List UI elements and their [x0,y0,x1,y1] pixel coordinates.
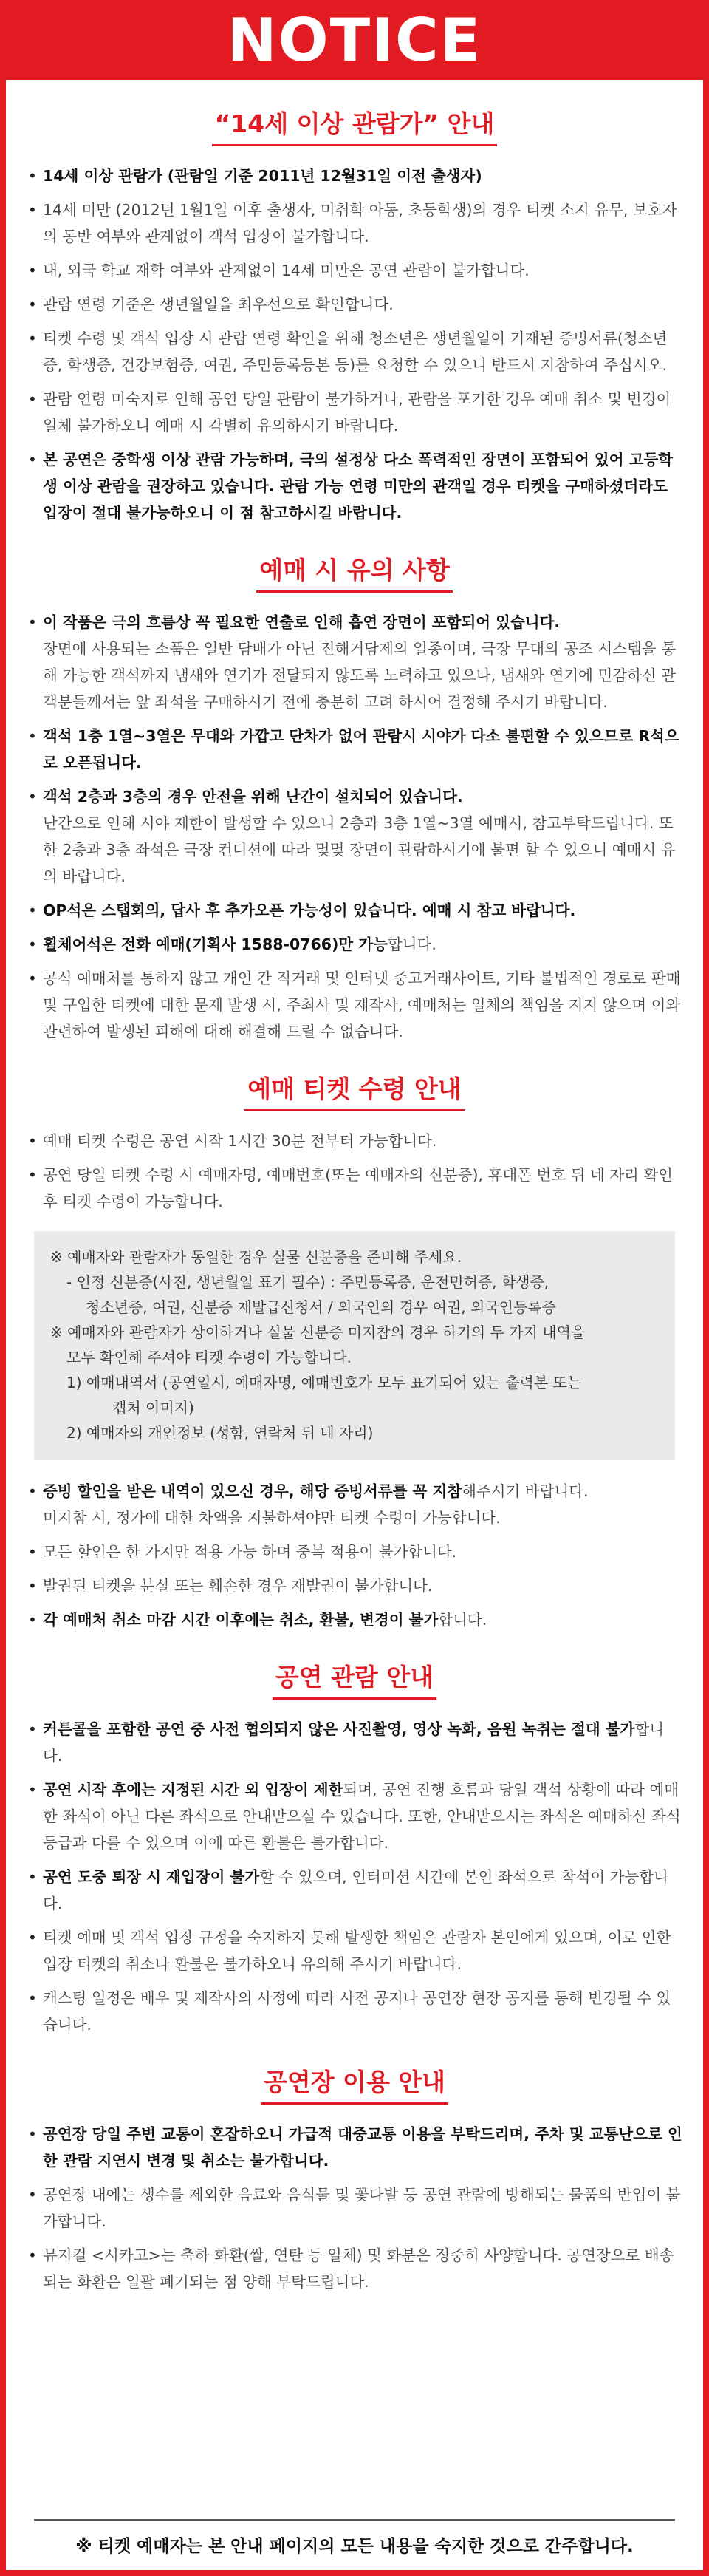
section-title: 예매 티켓 수령 안내 [244,1070,465,1111]
list-item: • 티켓 수령 및 객석 입장 시 관람 연령 확인을 위해 청소년은 생년월일이 기재된 증빙서류(청소년증, 학생증, 건강보험증, 여권, 주민등록등본 등)를 요청할 수 있으니 반드시 지참하여 주십시오. [27,325,682,378]
list-item: • 모든 할인은 한 가지만 적용 가능 하며 중복 적용이 불가합니다. [27,1539,682,1565]
list-item: • 이 작품은 극의 흐름상 꼭 필요한 연출로 인해 흡연 장면이 포함되어 있습니다. 장면에 사용되는 소품은 일반 담배가 아닌 진해거담제의 일종이며, 극장 무대의 공조 시스템을 통해 가능한 객석까지 냄새와 연기가 전달되지 않도록 노력하고 있으나, 냄새와 연기에 민감하신 관객분들께서는 앞 좌석을 구매하시기 전에 충분히 고려 하시어 결정해 주시기 바랍니다. [27,609,682,715]
ticket-pickup-list [27,1128,682,1215]
list-item: • 객석 1층 1열~3열은 무대와 가깝고 단차가 없어 관람시 시야가 다소 불편할 수 있으므로 R석으로 오픈됩니다. [27,723,682,776]
section-ticket-pickup [27,1070,682,1633]
venue-guide-list [27,2121,682,2295]
list-item: • 관람 연령 기준은 생년월일을 최우선으로 확인합니다. [27,291,682,318]
list-item: • 14세 이상 관람가 (관람일 기준 2011년 12월31일 이전 출생자) [27,163,682,189]
acknowledgement-footer: ※ 티켓 예매자는 본 안내 페이지의 모든 내용을 숙지한 것으로 간주합니다. [34,2519,675,2557]
age-rating-list [27,163,682,526]
ticket-discount-list [27,1478,682,1633]
list-item: • OP석은 스탭회의, 답사 후 추가오픈 가능성이 있습니다. 예매 시 참고 바랍니다. [27,897,682,924]
booking-notes-list [27,609,682,1045]
section-title: 공연 관람 안내 [273,1658,436,1700]
section-venue-guide [27,2063,682,2295]
section-title: 예매 시 유의 사항 [256,551,453,593]
section-title: 공연장 이용 안내 [261,2063,448,2105]
list-item: • 증빙 할인을 받은 내역이 있으신 경우, 해당 증빙서류를 꼭 지참해주시기 바랍니다. 미지참 시, 정가에 대한 차액을 지불하셔야만 티켓 수령이 가능합니다. [27,1478,682,1531]
list-item: • 휠체어석은 전화 예매(기획사 1588-0766)만 가능합니다. [27,931,682,958]
list-item: • 뮤지컬 <시카고>는 축하 화환(쌀, 연탄 등 일체) 및 화분은 정중히 사양합니다. 공연장으로 배송되는 화환은 일괄 폐기되는 점 양해 부탁드립니다. [27,2242,682,2295]
list-item: • 관람 연령 미숙지로 인해 공연 당일 관람이 불가하거나, 관람을 포기한 경우 예매 취소 및 변경이 일체 불가하오니 예매 시 각별히 유의하시기 바랍니다. [27,386,682,439]
list-item: • 공연장 내에는 생수를 제외한 음료와 음식물 및 꽃다발 등 공연 관람에 방해되는 물품의 반입이 불가합니다. [27,2181,682,2235]
section-title: “14세 이상 관람가” 안내 [212,105,498,146]
list-item: • 객석 2층과 3층의 경우 안전을 위해 난간이 설치되어 있습니다. 난간으로 인해 시야 제한이 발생할 수 있으니 2층과 3층 1열~3열 예매시, 참고부탁드립니다. 또한 2층과 3층 좌석은 극장 컨디션에 따라 몇몇 장면이 관람하시기에 불편 할 수 있으니 예매시 유의 바랍니다. [27,783,682,890]
list-item: • 발권된 티켓을 분실 또는 훼손한 경우 재발권이 불가합니다. [27,1572,682,1599]
list-item: • 공식 예매처를 통하지 않고 개인 간 직거래 및 인터넷 중고거래사이트, 기타 불법적인 경로로 판매 및 구입한 티켓에 대한 문제 발생 시, 주최사 및 제작사, 예매처는 일체의 책임을 지지 않으며 이와 관련하여 발생된 피해에 대해 해결해 드릴 수 없습니다. [27,965,682,1045]
list-item: • 커튼콜을 포함한 공연 중 사전 협의되지 않은 사진촬영, 영상 녹화, 음원 녹취는 절대 불가합니다. [27,1716,682,1769]
list-item: • 내, 외국 학교 재학 여부와 관계없이 14세 미만은 공연 관람이 불가합니다. [27,257,682,284]
list-item: • 14세 미만 (2012년 1월1일 이후 출생자, 미취학 아동, 초등학생)의 경우 티켓 소지 유무, 보호자의 동반 여부와 관계없이 객석 입장이 불가합니다. [27,197,682,250]
list-item: • 공연 시작 후에는 지정된 시간 외 입장이 제한되며, 공연 진행 흐름과 당일 객석 상황에 따라 예매한 좌석이 아닌 다른 좌석으로 안내받으실 수 있습니다. 또한, 안내받으시는 좌석은 예매하신 좌석 등급과 다를 수 있으며 이에 따른 환불은 불가합니다. [27,1776,682,1856]
section-age-rating [27,105,682,526]
notice-banner: NOTICE [6,0,703,80]
id-requirements-box: ※ 예매자와 관람자가 동일한 경우 실물 신분증을 준비해 주세요. - 인정 신분증(사진, 생년월일 표기 필수) : 주민등록증, 운전면허증, 학생증, 청소년증, 여권, 신분증 재발급신청서 / 외국인의 경우 여권, 외국인등록증 ※ 예매자와 관람자가 상이하거나 실물 신분증 미지참의 경우 하기의 두 가지 내역을 모두 확인해 주셔야 티켓 수령이 가능합니다. 1) 예매내역서 (공연일시, 예매자명, 예매번호가 모두 표기되어 있는 출력본 또는 캡처 이미지) 2) 예매자의 개인정보 (성함, 연락처 뒤 네 자리) [34,1231,675,1460]
list-item: • 본 공연은 중학생 이상 관람 가능하며, 극의 설정상 다소 폭력적인 장면이 포함되어 있어 고등학생 이상 관람을 권장하고 있습니다. 관람 가능 연령 미만의 관객일 경우 티켓을 구매하셨더라도 입장이 절대 불가능하오니 이 점 참고하시길 바랍니다. [27,446,682,526]
notice-content [6,80,703,2295]
section-booking-notes [27,551,682,1045]
list-item: • 공연 도중 퇴장 시 재입장이 불가할 수 있으며, 인터미션 시간에 본인 좌석으로 착석이 가능합니다. [27,1864,682,1917]
list-item: • 각 예매처 취소 마감 시간 이후에는 취소, 환불, 변경이 불가합니다. [27,1606,682,1633]
list-item: • 캐스팅 일정은 배우 및 제작사의 사정에 따라 사전 공지나 공연장 현장 공지를 통해 변경될 수 있습니다. [27,1985,682,2038]
section-viewing-guide [27,1658,682,2038]
list-item: • 공연장 당일 주변 교통이 혼잡하오니 가급적 대중교통 이용을 부탁드리며, 주차 및 교통난으로 인한 관람 지연시 변경 및 취소는 불가합니다. [27,2121,682,2174]
list-item: • 티켓 예매 및 객석 입장 규정을 숙지하지 못해 발생한 책임은 관람자 본인에게 있으며, 이로 인한 입장 티켓의 취소나 환불은 불가하오니 유의해 주시기 바랍니다. [27,1924,682,1977]
list-item: • 예매 티켓 수령은 공연 시작 1시간 30분 전부터 가능합니다. [27,1128,682,1154]
viewing-guide-list [27,1716,682,2038]
list-item: • 공연 당일 티켓 수령 시 예매자명, 예매번호(또는 예매자의 신분증), 휴대폰 번호 뒤 네 자리 확인 후 티켓 수령이 가능합니다. [27,1162,682,1215]
